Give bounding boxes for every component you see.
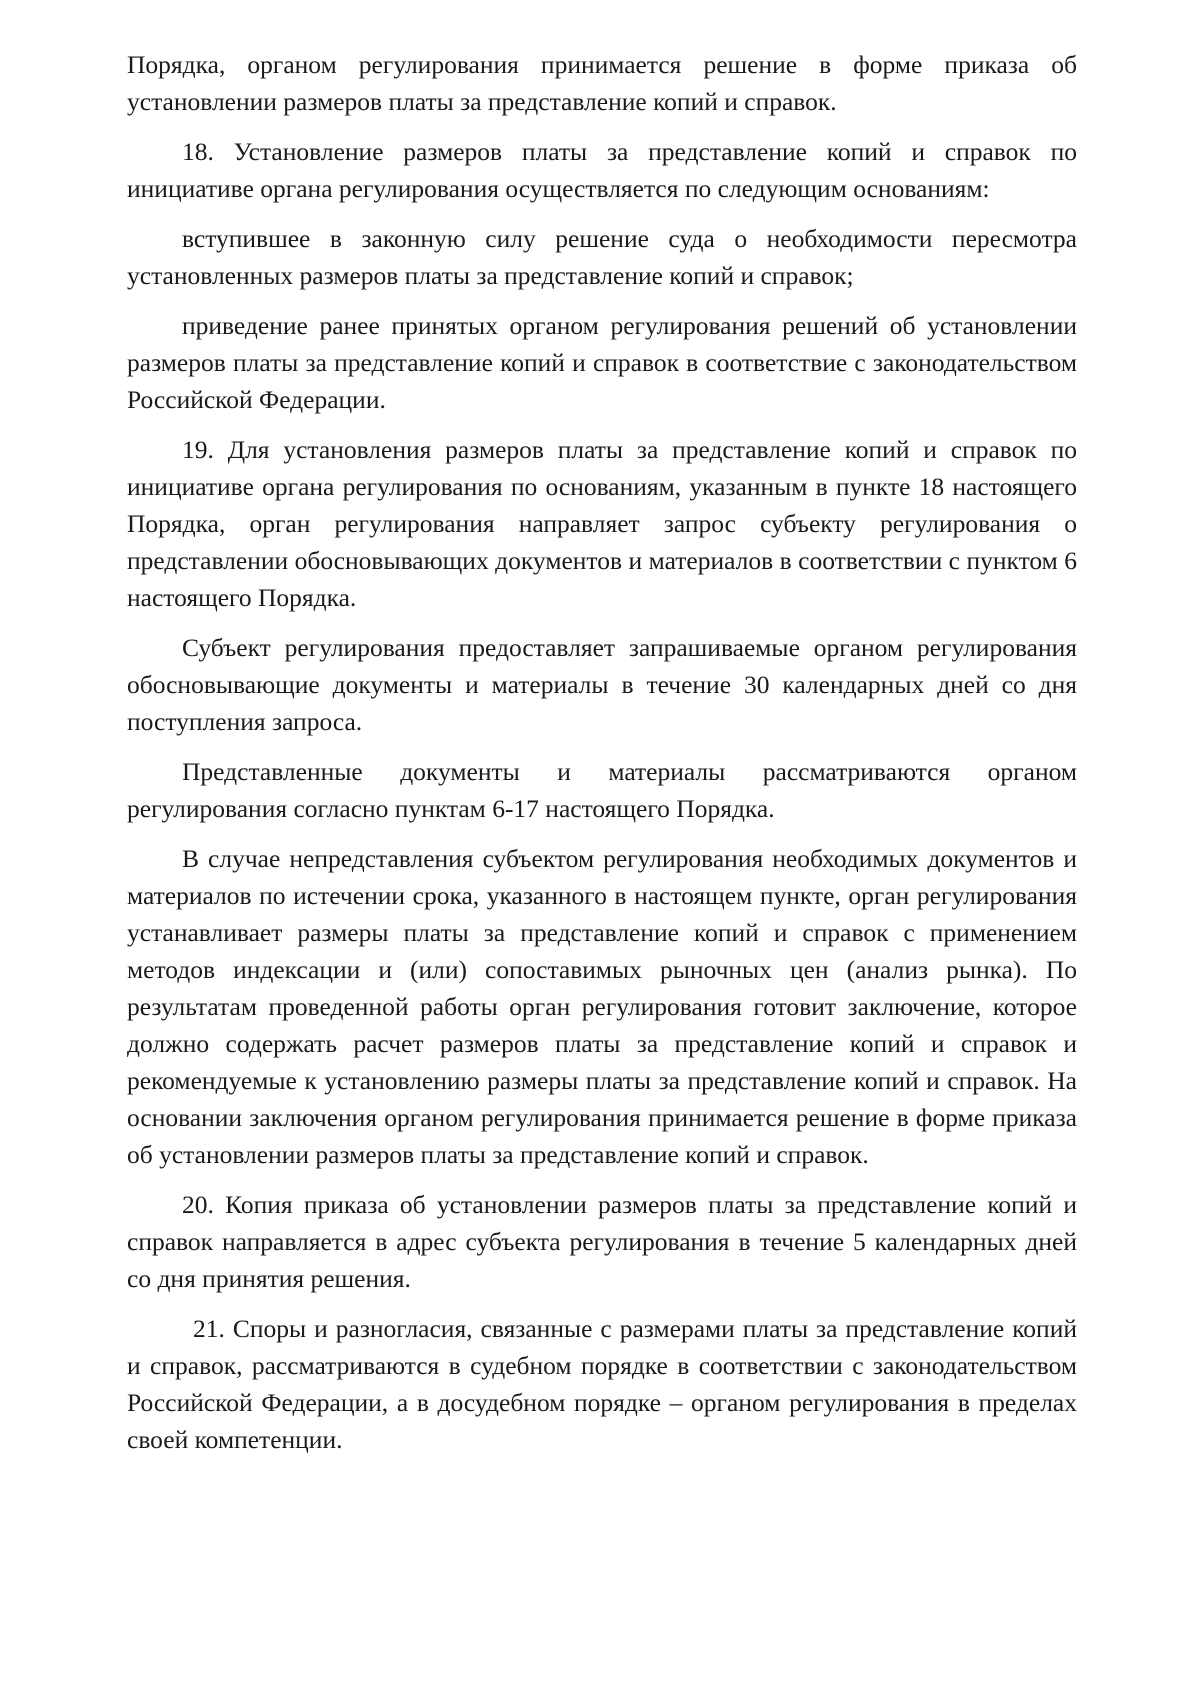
paragraph-ground-legislation: приведение ранее принятых органом регулирования решений об установлении размеров платы за представление копий и справок в соответствие с законодательством Российской Федерации. — [127, 311, 1077, 414]
document-body — [127, 46, 1077, 1471]
paragraph-continuation: Порядка, органом регулирования принимается решение в форме приказа об установлении размеров платы за представление копий и справок. — [127, 50, 1077, 116]
paragraph-item-19: 19. Для установления размеров платы за представление копий и справок по инициативе органа регулирования по основаниям, указанным в пункте 18 настоящего Порядка, орган регулирования направляет запрос субъекту регулирования о представлении обосновывающих документов и материалов в соответствии с пунктом 6 настоящего Порядка. — [127, 435, 1077, 612]
paragraph-documents-reviewed: Представленные документы и материалы рассматриваются органом регулирования согласно пунктам 6-17 настоящего Порядка. — [127, 757, 1077, 823]
paragraph-item-18: 18. Установление размеров платы за представление копий и справок по инициативе органа регулирования осуществляется по следующим основаниям: — [127, 137, 1077, 203]
paragraph-subject-provides: Субъект регулирования предоставляет запрашиваемые органом регулирования обосновывающие документы и материалы в течение 30 календарных дней со дня поступления запроса. — [127, 633, 1077, 736]
paragraph-non-submission: В случае непредставления субъектом регулирования необходимых документов и материалов по истечении срока, указанного в настоящем пункте, орган регулирования устанавливает размеры платы за представление копий и справок с применением методов индексации и (или) сопоставимых рыночных цен (анализ рынка). По результатам проведенной работы орган регулирования готовит заключение, которое должно содержать расчет размеров платы за представление копий и справок и рекомендуемые к установлению размеры платы за представление копий и справок. На основании заключения органом регулирования принимается решение в форме приказа об установлении размеров платы за представление копий и справок. — [127, 844, 1077, 1169]
paragraph-ground-court-decision: вступившее в законную силу решение суда о необходимости пересмотра установленных размеров платы за представление копий и справок; — [127, 224, 1077, 290]
paragraph-item-20: 20. Копия приказа об установлении размеров платы за представление копий и справок направляется в адрес субъекта регулирования в течение 5 календарных дней со дня принятия решения. — [127, 1190, 1077, 1293]
paragraph-item-21: 21. Споры и разногласия, связанные с размерами платы за представление копий и справок, рассматриваются в судебном порядке в соответствии с законодательством Российской Федерации, а в досудебном порядке – органом регулирования в пределах своей компетенции. — [127, 1314, 1077, 1454]
